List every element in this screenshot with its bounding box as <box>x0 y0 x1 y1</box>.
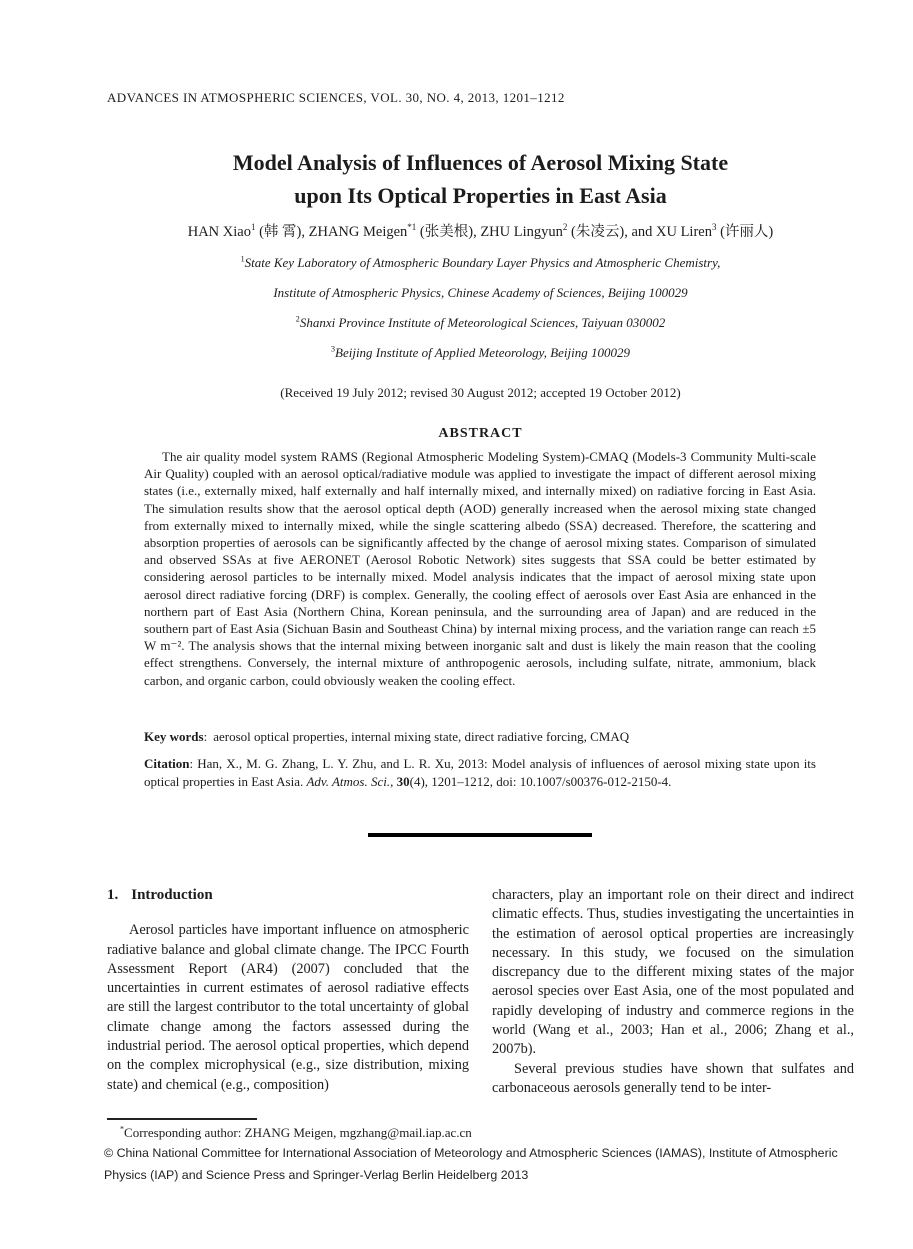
author-4-name: XU Liren <box>656 224 712 240</box>
paper-title <box>107 146 854 212</box>
section-divider-bar <box>368 833 592 837</box>
received-dates-line: (Received 19 July 2012; revised 30 August 2012; accepted 19 October 2012) <box>280 385 681 400</box>
author-2 <box>309 224 481 240</box>
footnote-asterisk: * <box>120 1124 125 1134</box>
keywords-label: Key words <box>144 729 204 744</box>
abstract-body <box>144 448 816 689</box>
author-4-cjk-name: (许丽人) <box>716 224 774 240</box>
citation-paragraph <box>144 755 816 790</box>
author-separator: , <box>473 224 481 240</box>
author-3-affiliation-mark: 2 <box>562 222 568 233</box>
citation-text: Han, X., M. G. Zhang, L. Y. Zhu, and L. R. Xu, 2013: Model analysis of influences of aerosol mixing state upon its optical properties in East Asia. <box>144 756 816 789</box>
abstract-heading: ABSTRACT <box>438 426 523 441</box>
citation-separator: , <box>390 773 397 789</box>
author-2-affiliation-mark: *1 <box>407 222 417 233</box>
author-1-affiliation-mark: 1 <box>250 222 256 233</box>
citation-colon: : <box>189 756 198 771</box>
affiliation-2-text: Shanxi Province Institute of Meteorological Sciences, Taiyuan 030002 <box>299 315 666 330</box>
column-right <box>492 886 854 1098</box>
keywords-line <box>144 729 816 745</box>
intro-paragraph-2: Several previous studies have shown that sulfates and carbonaceous aerosols generally tend to be inter- <box>492 1060 854 1096</box>
keywords-text: aerosol optical properties, internal mixing state, direct radiative forcing, CMAQ <box>213 729 630 744</box>
affiliation-1-continued <box>107 285 854 301</box>
section-1-heading <box>107 886 469 905</box>
section-1-number: 1. <box>107 887 119 903</box>
affiliation-2 <box>107 315 854 331</box>
affiliations-block <box>107 255 854 375</box>
paper-title-line-1: Model Analysis of Influences of Aerosol Mixing State <box>232 150 729 175</box>
author-2-cjk-name: (张美根) <box>416 224 474 240</box>
keywords-colon: : <box>203 729 208 744</box>
affiliation-1-mark: 1 <box>240 254 245 264</box>
author-2-name: ZHANG Meigen <box>308 224 408 240</box>
author-3 <box>480 224 656 240</box>
citation-volume: 30 <box>396 773 410 789</box>
column-left <box>107 886 469 1098</box>
citation-journal-name: Adv. Atmos. Sci. <box>306 773 391 789</box>
paper-title-line-2: upon Its Optical Properties in East Asia <box>294 183 667 208</box>
author-1-cjk-name: (韩 霄) <box>255 224 302 240</box>
author-1-name: HAN Xiao <box>187 224 251 240</box>
author-4 <box>656 224 773 240</box>
affiliation-2-mark: 2 <box>295 314 300 324</box>
corresponding-author-footnote <box>107 1125 860 1141</box>
intro-paragraph-1-continued: characters, play an important role on their direct and indirect climatic effects. Thus, studies investigating the uncertainties in the estimation of aerosol optical properties are increasingly necessary. In this study, we focused on the simulation discrepancy due to the different mixing states of the major aerosol species over East Asia, one of the most populated and rapidly developing of industry and commerce regions in the world (Wang et al., 2003; Han et al., 2006; Zhang et al., 2007b). <box>492 887 854 1058</box>
affiliation-1 <box>107 255 854 271</box>
author-line <box>107 220 854 241</box>
abstract-text: The air quality model system RAMS (Regional Atmospheric Modeling System)-CMAQ (Models-3 Community Multi-scale Air Quality) coupled with an aerosol optical/radiative module was applied to investigate the impact of different aerosol mixing states (i.e., externally mixed, half externally and half internally mixed, and internally mixed) on radiative forcing in East Asia. The simulation results show that the aerosol optical depth (AOD) generally increased when the aerosol mixing state changed from externally mixed to internally mixed, while the single scattering albedo (SSA) decreased. Therefore, the scattering and absorption properties of aerosols can be significantly affected by the change of aerosol mixing states. Comparison of simulated and observed SSAs at five AERONET (Aerosol Robotic Network) sites suggests that SSA could be better estimated by considering aerosol particles to be internally mixed. Model analysis indicates that the impact of aerosol mixing state upon aerosol direct radiative forcing (DRF) is complex. Generally, the cooling effect of aerosols over East Asia are enhanced in the northern part of East Asia (Northern China, Korean peninsula, and the surrounding area of Japan) and are reduced in the southern part of East Asia (Sichuan Basin and Southeast China) by internal mixing process, and the variation range can reach ±5 W m⁻². The analysis shows that the internal mixing between inorganic salt and dust is likely the main reason that the cooling effect strengthens. Conversely, the internal mixture of anthropogenic aerosols, including sulfate, nitrate, ammonium, black carbon, and organic carbon, could obviously weaken the cooling effect. <box>144 449 816 688</box>
citation-pages-doi: (4), 1201–1212, doi: 10.1007/s00376-012-2150-4. <box>409 773 672 789</box>
author-3-name: ZHU Lingyun <box>480 224 563 240</box>
page-content <box>104 0 854 1249</box>
journal-header: ADVANCES IN ATMOSPHERIC SCIENCES, VOL. 30, NO. 4, 2013, 1201–1212 <box>107 90 565 105</box>
author-3-cjk-name: (朱凌云) <box>567 224 625 240</box>
affiliation-3-mark: 3 <box>330 344 336 354</box>
intro-paragraph-1: Aerosol particles have important influence on atmospheric radiative balance and global climate change. The IPCC Fourth Assessment Report (AR4) (2007) concluded that the uncertainties in current estimates of aerosol radiative effects are still the largest contributor to the total uncertainty of global climate change among the factors assessed during the industrial period. The aerosol optical properties, which depend on the complex microphysical (e.g., size distribution, mixing state) and chemical (e.g., composition) <box>107 922 469 1093</box>
two-column-body <box>107 886 854 1098</box>
footnote-rule <box>107 1118 257 1120</box>
affiliation-1-text: State Key Laboratory of Atmospheric Boundary Layer Physics and Atmospheric Chemistry, <box>244 255 721 270</box>
author-separator: , <box>301 224 309 240</box>
author-separator: , and <box>624 224 656 240</box>
affiliation-3-text: Beijing Institute of Applied Meteorology, Beijing 100029 <box>335 345 630 360</box>
section-1-title: Introduction <box>131 887 213 903</box>
author-1 <box>188 224 309 240</box>
affiliation-3 <box>107 345 854 361</box>
affiliation-1b-text: Institute of Atmospheric Physics, Chinese Academy of Sciences, Beijing 100029 <box>273 285 688 300</box>
citation-label: Citation <box>144 756 190 771</box>
author-4-affiliation-mark: 3 <box>711 222 717 233</box>
copyright-notice: © China National Committee for International Association of Meteorology and Atmospheric Sciences (IAMAS), Institute of Atmospheric Physics (IAP) and Science Press and Springer-Verlag Berlin Heidelberg 2013 <box>104 1146 838 1182</box>
footnote-text: Corresponding author: ZHANG Meigen, mgzhang@mail.iap.ac.cn <box>124 1125 472 1140</box>
